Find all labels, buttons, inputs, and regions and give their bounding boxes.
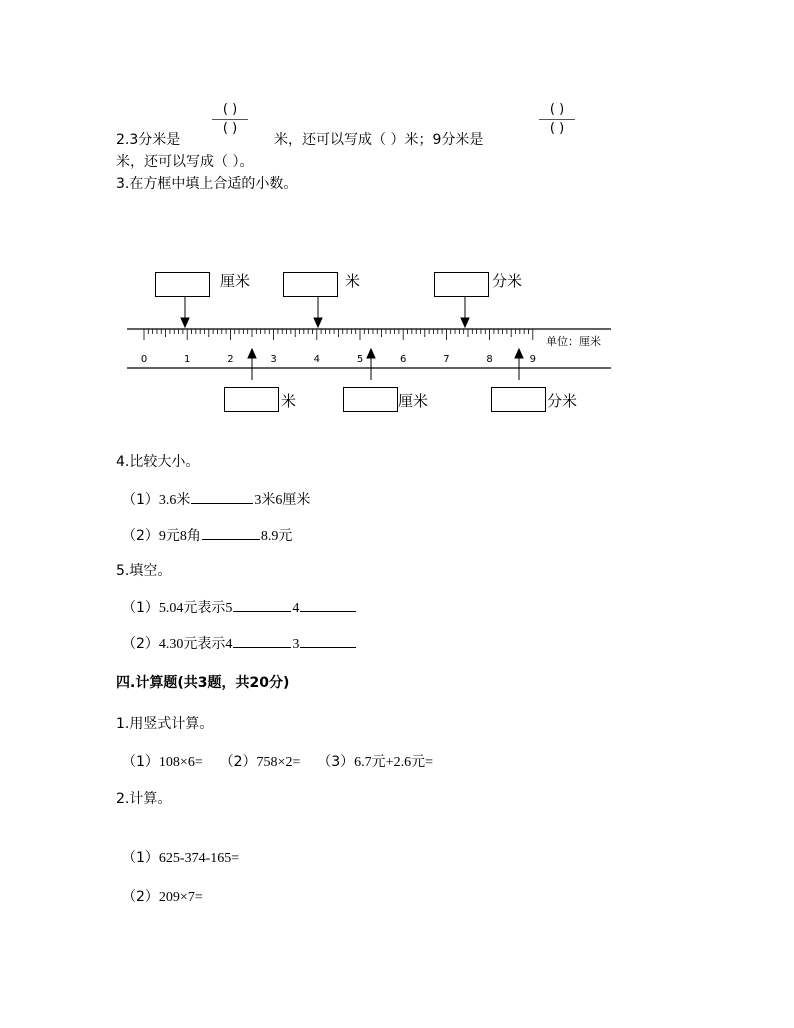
q5-item-1 bbox=[122, 597, 357, 618]
c1-item-2-number: （2） bbox=[219, 754, 257, 770]
c1-item-3-number: （3） bbox=[317, 754, 355, 770]
answer-box-bottom-1[interactable] bbox=[224, 387, 279, 412]
q4-item-1-number: （1） bbox=[122, 492, 159, 508]
ruler-label: 1 bbox=[184, 354, 191, 365]
q4-item-2 bbox=[122, 525, 292, 546]
q4-title: 4.比较大小。 bbox=[116, 454, 200, 470]
fraction-2-denominator: ( ) bbox=[549, 121, 565, 136]
c2-item-1-number: （1） bbox=[122, 850, 159, 866]
ruler-diagram bbox=[0, 0, 794, 440]
unit-top-2: 米 bbox=[345, 272, 361, 290]
c1-item-1-number: （1） bbox=[122, 754, 159, 770]
ruler-number-labels bbox=[141, 354, 536, 365]
c2-title: 2.计算。 bbox=[116, 791, 172, 807]
unit-bottom-1: 米 bbox=[281, 392, 297, 410]
c1-item-1-expr: 108×6= bbox=[158, 755, 203, 770]
q5-item-1-blank-2[interactable] bbox=[300, 597, 356, 612]
q5-item-1-blank-1[interactable] bbox=[233, 597, 291, 612]
unit-bottom-2: 厘米 bbox=[398, 392, 429, 410]
c2-item-2-number: （2） bbox=[122, 889, 159, 905]
arrow-up-2-head bbox=[367, 349, 375, 358]
c1-item-2-expr: 758×2= bbox=[256, 755, 301, 770]
q3-title: 3.在方框中填上合适的小数。 bbox=[116, 176, 298, 192]
q4-item-1-left: 3.6米 bbox=[158, 493, 191, 508]
answer-box-top-3[interactable] bbox=[434, 272, 489, 297]
ruler-label: 3 bbox=[270, 354, 277, 365]
q2-text-b: 米，还可以写成（ ）米；9分米是 bbox=[274, 132, 484, 148]
c2-item-1 bbox=[122, 849, 239, 868]
q5-item-2-blank-2[interactable] bbox=[300, 633, 356, 648]
q5-item-2-number: （2） bbox=[122, 636, 159, 652]
arrow-up-1-head bbox=[248, 349, 256, 358]
q2-text-a: 2.3分米是 bbox=[116, 132, 181, 148]
c2-item-2 bbox=[122, 888, 203, 907]
ruler-label: 2 bbox=[227, 354, 234, 365]
unit-top-3: 分米 bbox=[492, 272, 523, 290]
fraction-2-numerator: ( ) bbox=[549, 102, 565, 117]
c1-item-3-expr: 6.7元+2.6元= bbox=[354, 755, 433, 770]
q5-item-1-number: （1） bbox=[122, 600, 159, 616]
c1-title: 1.用竖式计算。 bbox=[116, 716, 214, 732]
q2-text-line2: 米，还可以写成（ ）。 bbox=[116, 154, 254, 170]
answer-box-top-1[interactable] bbox=[155, 272, 210, 297]
ruler-label: 9 bbox=[529, 354, 536, 365]
arrow-up-3-head bbox=[515, 349, 523, 358]
q4-item-1 bbox=[122, 489, 310, 510]
ruler-label: 4 bbox=[313, 354, 320, 365]
ruler-label: 0 bbox=[140, 354, 148, 365]
q4-item-2-right: 8.9元 bbox=[260, 529, 293, 544]
ruler-label: 6 bbox=[400, 354, 407, 365]
q4-item-2-blank[interactable] bbox=[202, 525, 260, 540]
arrow-down-1-head bbox=[181, 318, 189, 327]
ruler-label: 8 bbox=[486, 354, 493, 365]
q5-item-1-text: 5.04元表示5 bbox=[158, 601, 233, 616]
q5-item-1-mid: 4 bbox=[292, 601, 300, 616]
c2-item-2-expr: 209×7= bbox=[158, 890, 203, 905]
c2-item-1-expr: 625-374-165= bbox=[158, 851, 240, 866]
q4-item-2-number: （2） bbox=[122, 528, 159, 544]
c1-items bbox=[122, 753, 433, 772]
ruler-unit-label: 单位：厘米 bbox=[546, 335, 601, 348]
q4-item-1-right: 3米6厘米 bbox=[254, 493, 311, 508]
q4-item-2-left: 9元8角 bbox=[158, 529, 201, 544]
answer-box-bottom-3[interactable] bbox=[491, 387, 546, 412]
q5-item-2-text: 4.30元表示4 bbox=[158, 637, 233, 652]
ruler-label: 5 bbox=[356, 354, 364, 365]
arrow-down-3-head bbox=[461, 318, 469, 327]
q4-item-1-blank[interactable] bbox=[191, 489, 253, 504]
q5-item-2-mid: 3 bbox=[292, 637, 300, 652]
q5-item-2-blank-1[interactable] bbox=[233, 633, 291, 648]
section-heading: 四.计算题(共3题，共20分) bbox=[116, 675, 290, 691]
fraction-1-numerator: ( ) bbox=[222, 102, 238, 117]
q5-title: 5.填空。 bbox=[116, 563, 172, 579]
ruler-label: 7 bbox=[443, 354, 450, 365]
q5-item-2 bbox=[122, 633, 357, 654]
unit-bottom-3: 分米 bbox=[547, 392, 578, 410]
answer-box-bottom-2[interactable] bbox=[343, 387, 398, 412]
ruler-ticks bbox=[144, 329, 533, 340]
answer-box-top-2[interactable] bbox=[283, 272, 338, 297]
fraction-1-denominator: ( ) bbox=[222, 121, 238, 136]
arrow-down-2-head bbox=[314, 318, 322, 327]
unit-top-1: 厘米 bbox=[220, 272, 251, 290]
